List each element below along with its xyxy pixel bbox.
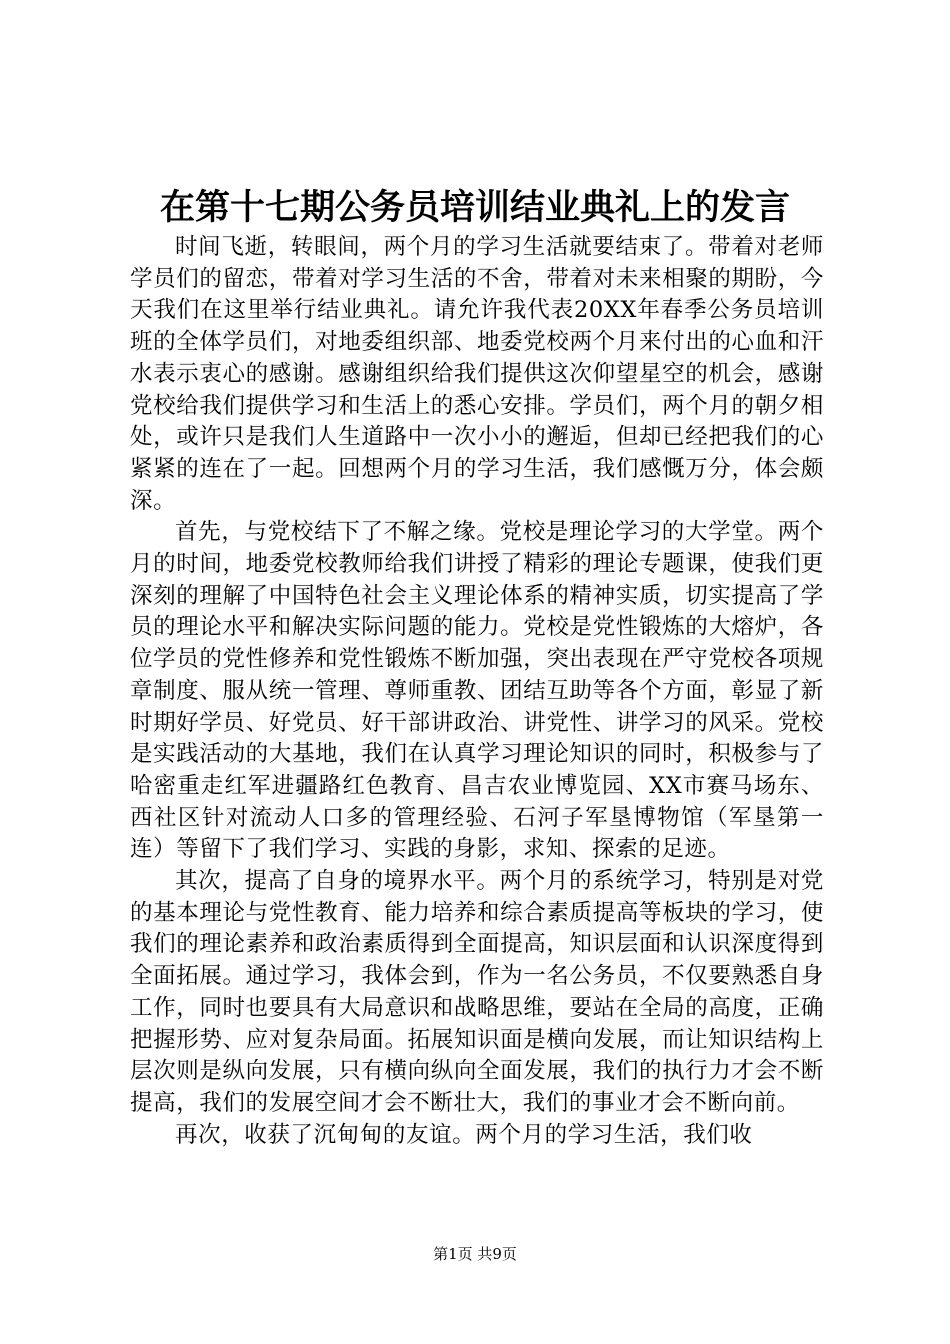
paragraph-1: 时间飞逝，转眼间，两个月的学习生活就要结束了。带着对老师学员们的留恋，带着对学习生活的不舍，带着对未来相聚的期盼，今天我们在这里举行结业典礼。请允许我代表20XX年春季公务员培训班的全体学员们，对地委组织部、地委党校两个月来付出的心血和汗水表示衷心的感谢。感谢组织给我们提供这次仰望星空的机会，感谢党校给我们提供学习和生活上的悉心安排。学员们，两个月的朝夕相处，或许只是我们人生道路中一次小小的邂逅，但却已经把我们的心紧紧的连在了一起。回想两个月的学习生活，我们感慨万分，体会颇深。 bbox=[130, 234, 824, 514]
document-title: 在第十七期公务员培训结业典礼上的发言 bbox=[159, 187, 790, 228]
document-body bbox=[130, 232, 824, 1151]
paragraph-3: 其次，提高了自身的境界水平。两个月的系统学习，特别是对党的基本理论与党性教育、能力培养和综合素质提高等板块的学习，使我们的理论素养和政治素质得到全面提高，知识层面和认识深度得到全面拓展。通过学习，我体会到，作为一名公务员，不仅要熟悉自身工作，同时也要具有大局意识和战略思维，要站在全局的高度，正确把握形势、应对复杂局面。拓展知识面是横向发展，而让知识结构上层次则是纵向发展，只有横向纵向全面发展，我们的执行力才会不断提高，我们的发展空间才会不断壮大，我们的事业才会不断向前。 bbox=[130, 868, 824, 1116]
paragraph-4: 再次，收获了沉甸甸的友谊。两个月的学习生活，我们收 bbox=[175, 1121, 753, 1148]
page-number-footer: 第1页 共9页 bbox=[433, 1245, 517, 1263]
paragraph-2: 首先，与党校结下了不解之缘。党校是理论学习的大学堂。两个月的时间，地委党校教师给我们讲授了精彩的理论专题课，使我们更深刻的理解了中国特色社会主义理论体系的精神实质，切实提高了学员的理论水平和解决实际问题的能力。党校是党性锻炼的大熔炉，各位学员的党性修养和党性锻炼不断加强，突出表现在严守党校各项规章制度、服从统一管理、尊师重教、团结互助等各个方面，彰显了新时期好学员、好党员、好干部讲政治、讲党性、讲学习的风采。党校是实践活动的大基地，我们在认真学习理论知识的同时，积极参与了哈密重走红军进疆路红色教育、昌吉农业博览园、XX市赛马场东、西社区针对流动人口多的管理经验、石河子军垦博物馆（军垦第一连）等留下了我们学习、实践的身影，求知、探索的足迹。 bbox=[130, 519, 824, 863]
